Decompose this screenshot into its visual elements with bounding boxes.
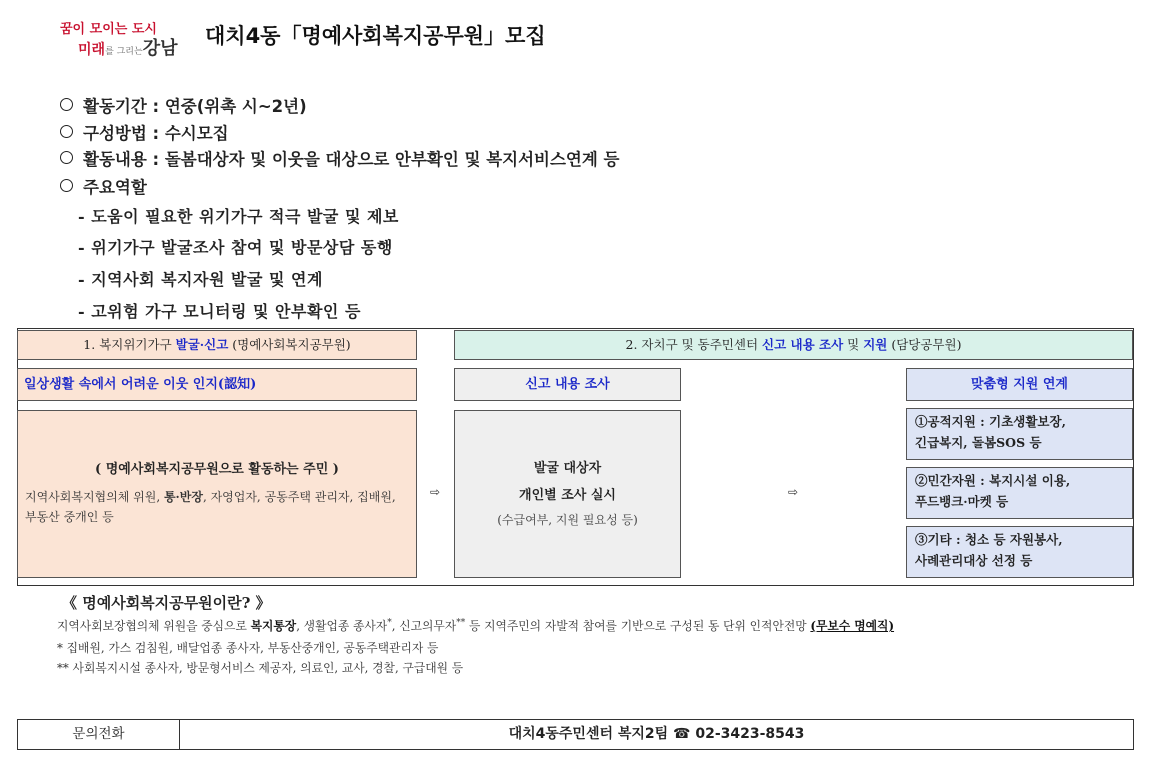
footnote-2: ** 사회복지시설 종사자, 방문형서비스 제공자, 의료인, 교사, 경찰, 구급대원 등: [57, 661, 464, 675]
role-item: - 도움이 필요한 위기가구 적극 발굴 및 제보: [78, 207, 399, 226]
definition-title: 《 명예사회복지공무원이란? 》: [62, 594, 271, 612]
investigate-label: 신고 내용 조사: [454, 368, 681, 401]
residents-title: ( 명예사회복지공무원으로 활동하는 주민 ): [95, 462, 339, 477]
gangnam-logo: [60, 18, 178, 58]
contact-label: 문의전화: [18, 720, 180, 749]
role-item: - 지역사회 복지자원 발굴 및 연계: [78, 270, 323, 289]
bullet-period: 활동기간 : 연중(위촉 시~2년): [60, 93, 307, 117]
support-other: ③기타 : 청소 등 자원봉사, 사례관리대상 선정 등: [906, 526, 1133, 578]
bullet-method: 구성방법 : 수시모집: [60, 120, 229, 144]
support-label: 맞춤형 지원 연계: [906, 368, 1133, 401]
step1-header: 1. 복지위기가구 발굴·신고 (명예사회복지공무원): [17, 330, 417, 360]
step2-header: 2. 자치구 및 동주민센터 신고 내용 조사 및 지원 (담당공무원): [454, 330, 1133, 360]
investigation-note: (수급여부, 지원 필요성 등): [497, 513, 638, 527]
bullet-activity: 활동내용 : 돌봄대상자 및 이웃을 대상으로 안부확인 및 복지서비스연계 등: [60, 146, 619, 170]
support-private: ②민간자원 : 복지시설 이용, 푸드뱅크·마켓 등: [906, 467, 1133, 519]
arrow-right-icon: ⇨: [430, 485, 441, 499]
recognize-label: 일상생활 속에서 어려운 이웃 인지(認知): [17, 368, 417, 401]
role-item: - 고위험 가구 모니터링 및 안부확인 등: [78, 302, 361, 321]
contact-phone: 대치4동주민센터 복지2팀 ☎ 02-3423-8543: [508, 726, 805, 742]
bullet-roles: 주요역할: [60, 174, 147, 198]
circle-bullet-icon: [60, 151, 73, 164]
investigation-line2: 개인별 조사 실시: [519, 488, 616, 503]
definition-text: 지역사회보장협의체 위원을 중심으로 복지통장, 생활업종 종사자*, 신고의무자** 등 지역주민의 자발적 참여를 기반으로 구성된 동 단위 인적안전망 (무보수 명예직): [57, 618, 895, 633]
investigation-box: [454, 410, 681, 578]
investigation-line1: 발굴 대상자: [533, 461, 602, 476]
logo-slogan-1: 꿈이 모이는 도시: [60, 22, 157, 37]
page-title: 대치4동「명예사회복지공무원」모집: [205, 24, 546, 48]
circle-bullet-icon: [60, 179, 73, 192]
logo-slogan-2: 미래를 그리는강남: [78, 38, 178, 59]
residents-desc: 지역사회복지협의체 위원, 통·반장, 자영업자, 공동주택 관리자, 집배원, 부동산 중개인 등: [25, 490, 396, 524]
circle-bullet-icon: [60, 98, 73, 111]
footnote-1: * 집배원, 가스 검침원, 배달업종 종사자, 부동산중개인, 공동주택관리자 등: [57, 641, 439, 655]
arrow-right-icon: ⇨: [788, 485, 799, 499]
contact-table: [17, 719, 1134, 750]
role-item: - 위기가구 발굴조사 참여 및 방문상담 동행: [78, 238, 393, 257]
circle-bullet-icon: [60, 125, 73, 138]
support-public: ①공적지원 : 기초생활보장, 긴급복지, 돌봄SOS 등: [906, 408, 1133, 460]
residents-box: [17, 410, 417, 578]
